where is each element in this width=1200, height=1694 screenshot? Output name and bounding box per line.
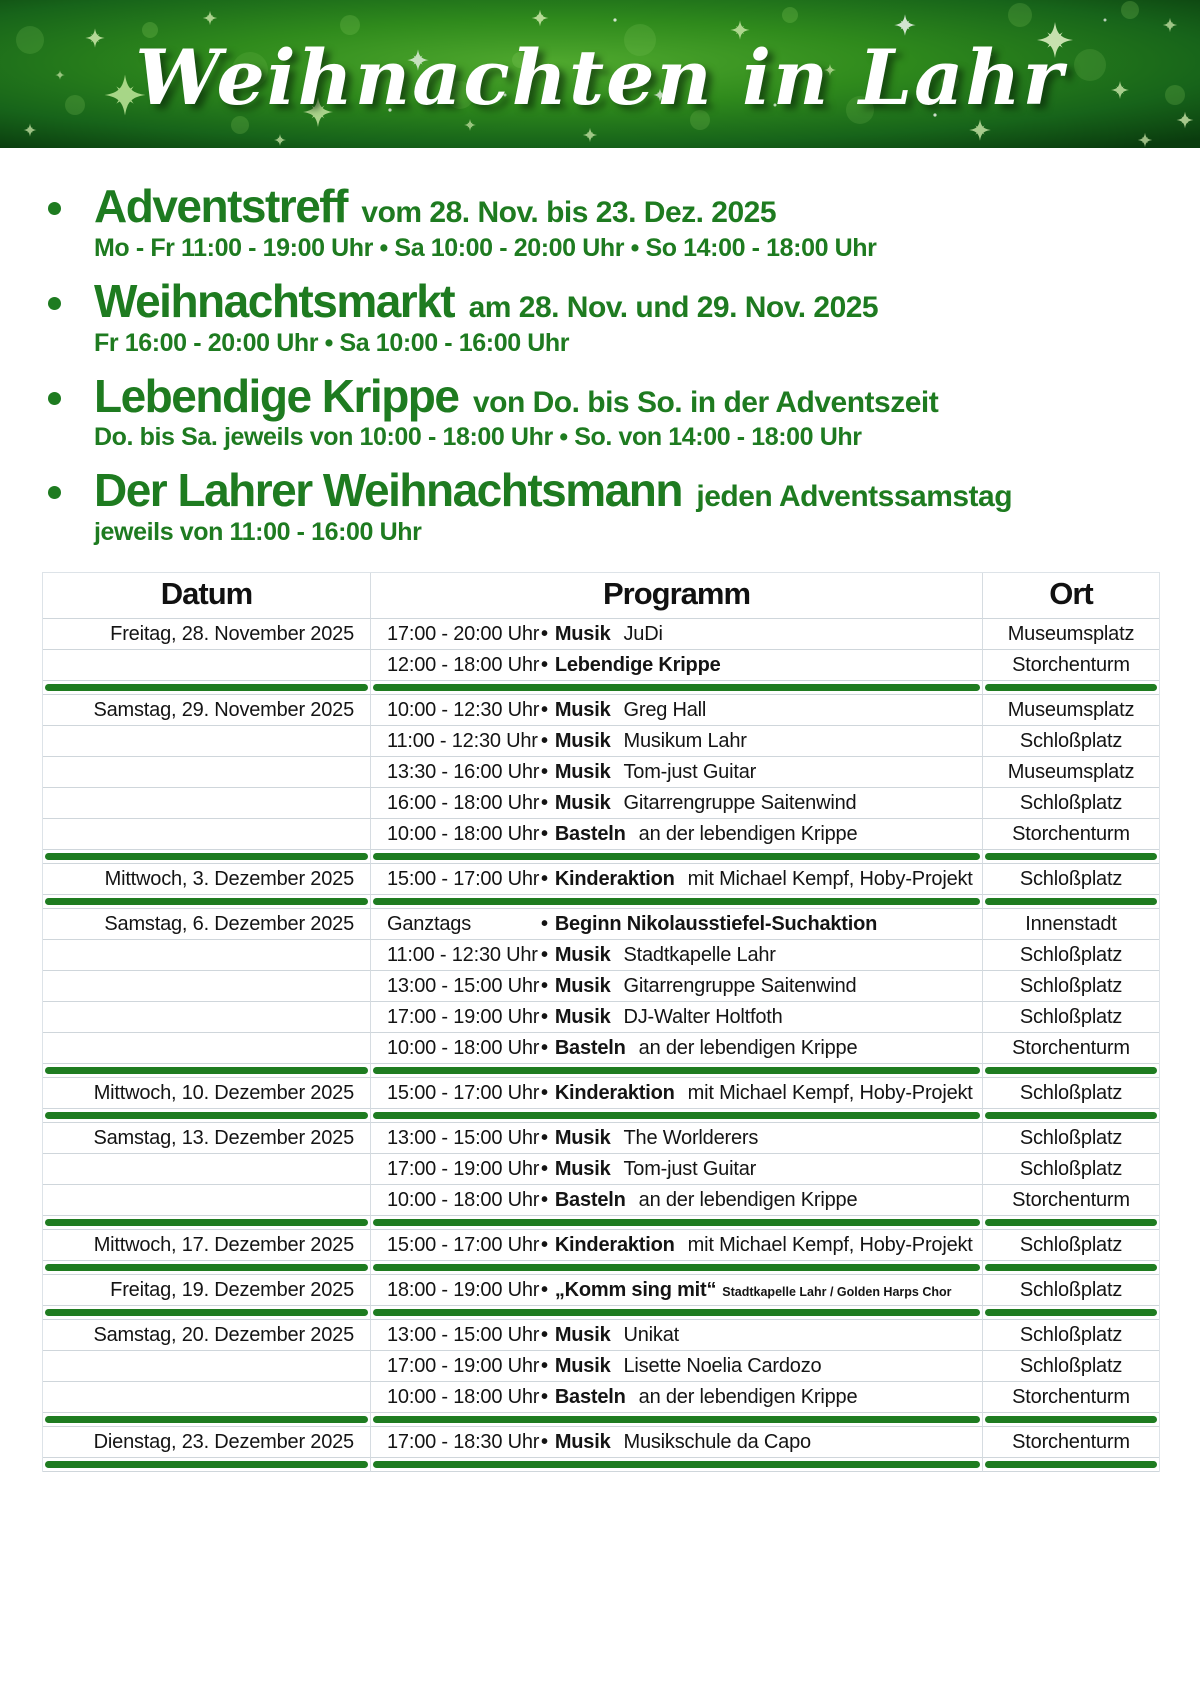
event-program [370, 1123, 982, 1154]
event-program [370, 1154, 982, 1185]
separator-cell [43, 1109, 370, 1123]
event-summary-list [0, 148, 1200, 546]
event-date: Freitag, 19. Dezember 2025 [43, 1275, 370, 1306]
event-date: Dienstag, 23. Dezember 2025 [43, 1427, 370, 1458]
table-row [43, 757, 1159, 788]
event-time: 13:00 - 15:00 Uhr [387, 974, 540, 997]
separator-bar [45, 1309, 368, 1316]
separator-cell [43, 850, 370, 864]
event-program [370, 695, 982, 726]
event-type: Musik [554, 760, 611, 783]
event-program [370, 1185, 982, 1216]
event-type: Musik [554, 974, 611, 997]
list-item [46, 369, 1180, 452]
event-detail: Musikum Lahr [623, 729, 747, 752]
bullet-separator: • [541, 622, 548, 645]
event-location: Museumsplatz [982, 757, 1159, 788]
event-location: Schloßplatz [982, 940, 1159, 971]
event-date: Freitag, 28. November 2025 [43, 619, 370, 650]
event-location: Schloßplatz [982, 1123, 1159, 1154]
event-time: 17:00 - 18:30 Uhr [387, 1430, 540, 1453]
event-time: Ganztags [387, 912, 472, 935]
event-program [370, 940, 982, 971]
separator-cell [982, 895, 1159, 909]
event-date-range: am 28. Nov. und 29. Nov. 2025 [468, 290, 879, 324]
separator-bar [985, 1112, 1157, 1119]
event-type: Lebendige Krippe [554, 653, 721, 676]
column-header-programm: Programm [370, 573, 982, 619]
event-time: 16:00 - 18:00 Uhr [387, 791, 540, 814]
separator-cell [370, 681, 982, 695]
event-detail: mit Michael Kempf, Hoby-Projekt [687, 867, 973, 890]
event-type: Kinderaktion [554, 1081, 675, 1104]
list-item [46, 466, 1180, 546]
event-detail: an der lebendigen Krippe [638, 1036, 858, 1059]
event-type: Musik [554, 622, 611, 645]
event-location: Storchenturm [982, 650, 1159, 681]
separator-bar [45, 1461, 368, 1468]
group-separator [43, 1109, 1159, 1123]
table-row [43, 1351, 1159, 1382]
bullet-separator: • [541, 791, 548, 814]
event-title: Adventstreff [94, 180, 347, 232]
event-date: Mittwoch, 3. Dezember 2025 [43, 864, 370, 895]
event-program [370, 1033, 982, 1064]
event-program [370, 757, 982, 788]
separator-cell [370, 1064, 982, 1078]
event-location: Schloßplatz [982, 1275, 1159, 1306]
bullet-dot-icon [48, 486, 61, 499]
group-separator [43, 1064, 1159, 1078]
event-type: Musik [554, 1005, 611, 1028]
event-detail: Gitarrengruppe Saitenwind [623, 974, 857, 997]
event-date [43, 971, 370, 1002]
separator-bar [985, 1219, 1157, 1226]
event-time: 15:00 - 17:00 Uhr [387, 1081, 540, 1104]
bullet-separator: • [541, 1036, 548, 1059]
event-location: Storchenturm [982, 1033, 1159, 1064]
event-date [43, 1033, 370, 1064]
event-program [370, 971, 982, 1002]
event-program [370, 819, 982, 850]
event-detail-small: Stadtkapelle Lahr / Golden Harps Chor [722, 1284, 952, 1299]
event-date-range: von Do. bis So. in der Adventszeit [472, 385, 939, 419]
separator-bar [373, 853, 980, 860]
separator-bar [985, 1461, 1157, 1468]
event-time: 17:00 - 19:00 Uhr [387, 1005, 540, 1028]
separator-bar [373, 1112, 980, 1119]
group-separator [43, 895, 1159, 909]
table-row [43, 695, 1159, 726]
event-time: 10:00 - 18:00 Uhr [387, 1385, 540, 1408]
event-time: 13:00 - 15:00 Uhr [387, 1323, 540, 1346]
bullet-separator: • [541, 760, 548, 783]
event-date [43, 1351, 370, 1382]
separator-cell [43, 1413, 370, 1427]
separator-bar [45, 1219, 368, 1226]
event-program [370, 909, 982, 940]
event-location: Schloßplatz [982, 971, 1159, 1002]
event-detail: Gitarrengruppe Saitenwind [623, 791, 857, 814]
separator-cell [43, 1261, 370, 1275]
event-title: Der Lahrer Weihnachtsmann [94, 464, 682, 517]
group-separator [43, 850, 1159, 864]
event-detail: an der lebendigen Krippe [638, 822, 858, 845]
event-time: 17:00 - 20:00 Uhr [387, 622, 540, 645]
group-separator [43, 1261, 1159, 1275]
event-date: Samstag, 29. November 2025 [43, 695, 370, 726]
event-location: Schloßplatz [982, 1002, 1159, 1033]
group-separator [43, 681, 1159, 695]
separator-cell [43, 1216, 370, 1230]
event-type: Basteln [554, 1036, 626, 1059]
event-detail: Greg Hall [623, 698, 707, 721]
event-hours: Fr 16:00 - 20:00 Uhr • Sa 10:00 - 16:00 Uhr [94, 328, 570, 357]
separator-cell [982, 1109, 1159, 1123]
event-heading [94, 274, 1180, 327]
column-header-datum: Datum [43, 573, 370, 619]
separator-cell [982, 1216, 1159, 1230]
event-time: 17:00 - 19:00 Uhr [387, 1354, 540, 1377]
event-date [43, 788, 370, 819]
event-detail: The Worlderers [623, 1126, 759, 1149]
event-type: Musik [554, 1354, 611, 1377]
event-date [43, 1382, 370, 1413]
separator-bar [985, 1067, 1157, 1074]
event-type: Basteln [554, 822, 626, 845]
event-detail: Lisette Noelia Cardozo [623, 1354, 822, 1377]
event-location: Storchenturm [982, 1185, 1159, 1216]
bullet-separator: • [541, 822, 548, 845]
separator-cell [43, 681, 370, 695]
separator-bar [45, 1416, 368, 1423]
event-detail: an der lebendigen Krippe [638, 1188, 858, 1211]
event-program [370, 788, 982, 819]
event-date: Samstag, 20. Dezember 2025 [43, 1320, 370, 1351]
bullet-separator: • [541, 1278, 548, 1301]
separator-bar [985, 1416, 1157, 1423]
bullet-separator: • [541, 1385, 548, 1408]
event-time: 11:00 - 12:30 Uhr [387, 729, 538, 752]
event-hours: Mo - Fr 11:00 - 19:00 Uhr • Sa 10:00 - 20:00 Uhr • So 14:00 - 18:00 Uhr [94, 233, 877, 262]
event-program [370, 650, 982, 681]
bullet-separator: • [541, 1233, 548, 1256]
table-row [43, 1185, 1159, 1216]
separator-cell [982, 1306, 1159, 1320]
separator-bar [985, 684, 1157, 691]
event-program [370, 864, 982, 895]
separator-cell [982, 1458, 1159, 1472]
event-time: 17:00 - 19:00 Uhr [387, 1157, 540, 1180]
event-location: Schloßplatz [982, 1154, 1159, 1185]
event-detail: Musikschule da Capo [623, 1430, 811, 1453]
event-type: Musik [554, 1126, 611, 1149]
bullet-separator: • [541, 1188, 548, 1211]
event-location: Schloßplatz [982, 1351, 1159, 1382]
event-date-range: jeden Adventssamstag [696, 480, 1013, 514]
separator-bar [373, 1264, 980, 1271]
event-type: Musik [554, 698, 611, 721]
event-program [370, 1382, 982, 1413]
event-time: 10:00 - 12:30 Uhr [387, 698, 540, 721]
separator-cell [43, 1306, 370, 1320]
bullet-separator: • [541, 943, 548, 966]
event-date [43, 940, 370, 971]
event-location: Schloßplatz [982, 864, 1159, 895]
event-location: Schloßplatz [982, 1320, 1159, 1351]
separator-bar [45, 853, 368, 860]
separator-cell [43, 895, 370, 909]
event-type: Musik [554, 1430, 611, 1453]
separator-bar [45, 1067, 368, 1074]
separator-bar [373, 684, 980, 691]
banner [0, 0, 1200, 148]
table-row [43, 619, 1159, 650]
event-type: Musik [554, 943, 611, 966]
event-program [370, 1078, 982, 1109]
event-date [43, 757, 370, 788]
table-row [43, 1002, 1159, 1033]
event-type: Basteln [554, 1188, 626, 1211]
page-title: Weihnachten in Lahr [135, 32, 1065, 122]
bullet-separator: • [541, 1005, 548, 1028]
separator-cell [370, 1306, 982, 1320]
column-header-ort: Ort [982, 573, 1159, 619]
table-row [43, 819, 1159, 850]
table-row [43, 1033, 1159, 1064]
separator-bar [373, 1067, 980, 1074]
separator-cell [982, 681, 1159, 695]
separator-bar [985, 853, 1157, 860]
event-location: Schloßplatz [982, 726, 1159, 757]
table-row [43, 1230, 1159, 1261]
event-program [370, 1275, 982, 1306]
table-row [43, 1320, 1159, 1351]
event-program [370, 1351, 982, 1382]
event-table [42, 572, 1160, 1472]
table-row [43, 726, 1159, 757]
event-type: Musik [554, 791, 611, 814]
list-item [46, 274, 1180, 357]
event-program [370, 1320, 982, 1351]
separator-bar [373, 1416, 980, 1423]
event-detail: Unikat [623, 1323, 679, 1346]
event-program [370, 1002, 982, 1033]
bullet-dot-icon [48, 392, 61, 405]
bullet-separator: • [541, 729, 548, 752]
table-row [43, 864, 1159, 895]
event-detail: JuDi [623, 622, 663, 645]
bullet-separator: • [541, 1430, 548, 1453]
event-detail: Tom-just Guitar [623, 760, 757, 783]
separator-cell [982, 1261, 1159, 1275]
event-time: 15:00 - 17:00 Uhr [387, 867, 540, 890]
event-location: Schloßplatz [982, 788, 1159, 819]
bullet-separator: • [541, 912, 548, 935]
event-detail: mit Michael Kempf, Hoby-Projekt [687, 1233, 973, 1256]
event-time: 13:00 - 15:00 Uhr [387, 1126, 540, 1149]
separator-bar [985, 1309, 1157, 1316]
event-location: Storchenturm [982, 1427, 1159, 1458]
table-row [43, 940, 1159, 971]
event-type: Musik [554, 729, 611, 752]
bullet-separator: • [541, 1354, 548, 1377]
separator-cell [43, 1458, 370, 1472]
event-hours: Do. bis Sa. jeweils von 10:00 - 18:00 Uhr • So. von 14:00 - 18:00 Uhr [94, 423, 862, 452]
event-program [370, 1427, 982, 1458]
separator-bar [373, 898, 980, 905]
table-row [43, 1427, 1159, 1458]
event-date: Samstag, 6. Dezember 2025 [43, 909, 370, 940]
separator-cell [982, 1413, 1159, 1427]
bullet-separator: • [541, 1126, 548, 1149]
separator-bar [373, 1309, 980, 1316]
separator-bar [373, 1461, 980, 1468]
separator-cell [982, 850, 1159, 864]
event-date [43, 1002, 370, 1033]
event-time: 13:30 - 16:00 Uhr [387, 760, 540, 783]
table-row [43, 650, 1159, 681]
event-heading [94, 182, 1180, 231]
event-location: Schloßplatz [982, 1230, 1159, 1261]
group-separator [43, 1216, 1159, 1230]
event-detail: mit Michael Kempf, Hoby-Projekt [687, 1081, 973, 1104]
event-heading [94, 466, 1180, 515]
group-separator [43, 1306, 1159, 1320]
event-date-range: vom 28. Nov. bis 23. Dez. 2025 [361, 196, 777, 229]
separator-cell [982, 1064, 1159, 1078]
separator-bar [985, 898, 1157, 905]
bullet-separator: • [541, 1081, 548, 1104]
bullet-dot-icon [48, 297, 61, 310]
event-date [43, 1185, 370, 1216]
table-row [43, 1078, 1159, 1109]
bullet-separator: • [541, 698, 548, 721]
event-time: 12:00 - 18:00 Uhr [387, 653, 540, 676]
event-time: 10:00 - 18:00 Uhr [387, 1188, 540, 1211]
event-date: Mittwoch, 17. Dezember 2025 [43, 1230, 370, 1261]
table-row [43, 971, 1159, 1002]
event-time: 18:00 - 19:00 Uhr [387, 1278, 540, 1301]
event-type: Basteln [554, 1385, 626, 1408]
bullet-separator: • [541, 653, 548, 676]
bullet-dot-icon [48, 202, 61, 215]
group-separator [43, 1413, 1159, 1427]
bullet-separator: • [541, 1157, 548, 1180]
event-date: Mittwoch, 10. Dezember 2025 [43, 1078, 370, 1109]
separator-cell [370, 895, 982, 909]
separator-bar [45, 684, 368, 691]
group-separator [43, 1458, 1159, 1472]
event-time: 15:00 - 17:00 Uhr [387, 1233, 540, 1256]
table-row [43, 1275, 1159, 1306]
event-location: Storchenturm [982, 819, 1159, 850]
event-time: 10:00 - 18:00 Uhr [387, 1036, 540, 1059]
separator-bar [45, 1112, 368, 1119]
event-date: Samstag, 13. Dezember 2025 [43, 1123, 370, 1154]
table-row [43, 909, 1159, 940]
event-detail: DJ-Walter Holtfoth [623, 1005, 783, 1028]
event-date [43, 819, 370, 850]
event-location: Museumsplatz [982, 695, 1159, 726]
separator-bar [373, 1219, 980, 1226]
bullet-separator: • [541, 974, 548, 997]
event-location: Storchenturm [982, 1382, 1159, 1413]
separator-bar [45, 898, 368, 905]
table-header-row [43, 573, 1159, 619]
event-title: Lebendige Krippe [94, 369, 459, 422]
separator-cell [370, 1216, 982, 1230]
event-detail: Stadtkapelle Lahr [623, 943, 776, 966]
event-date [43, 1154, 370, 1185]
event-program [370, 726, 982, 757]
event-location: Schloßplatz [982, 1078, 1159, 1109]
event-date [43, 650, 370, 681]
event-detail: an der lebendigen Krippe [638, 1385, 858, 1408]
event-type: „Komm sing mit“ [554, 1278, 717, 1301]
event-type: Musik [554, 1323, 611, 1346]
separator-cell [370, 850, 982, 864]
event-type: Kinderaktion [554, 1233, 675, 1256]
event-program [370, 619, 982, 650]
event-location: Innenstadt [982, 909, 1159, 940]
bullet-separator: • [541, 867, 548, 890]
event-type: Kinderaktion [554, 867, 675, 890]
event-type: Musik [554, 1157, 611, 1180]
event-type: Beginn Nikolausstiefel-Suchaktion [554, 912, 878, 935]
table-row [43, 1123, 1159, 1154]
separator-cell [370, 1109, 982, 1123]
separator-cell [370, 1413, 982, 1427]
table-row [43, 788, 1159, 819]
event-title: Weihnachtsmarkt [94, 274, 455, 327]
separator-cell [370, 1261, 982, 1275]
separator-bar [985, 1264, 1157, 1271]
event-program [370, 1230, 982, 1261]
table-row [43, 1382, 1159, 1413]
separator-cell [370, 1458, 982, 1472]
event-hours: jeweils von 11:00 - 16:00 Uhr [94, 518, 422, 546]
event-detail: Tom-just Guitar [623, 1157, 757, 1180]
event-time: 11:00 - 12:30 Uhr [387, 943, 538, 966]
separator-cell [43, 1064, 370, 1078]
event-date [43, 726, 370, 757]
event-location: Museumsplatz [982, 619, 1159, 650]
separator-bar [45, 1264, 368, 1271]
bullet-separator: • [541, 1323, 548, 1346]
list-item [46, 182, 1180, 262]
event-time: 10:00 - 18:00 Uhr [387, 822, 540, 845]
event-heading [94, 369, 1180, 422]
table-row [43, 1154, 1159, 1185]
